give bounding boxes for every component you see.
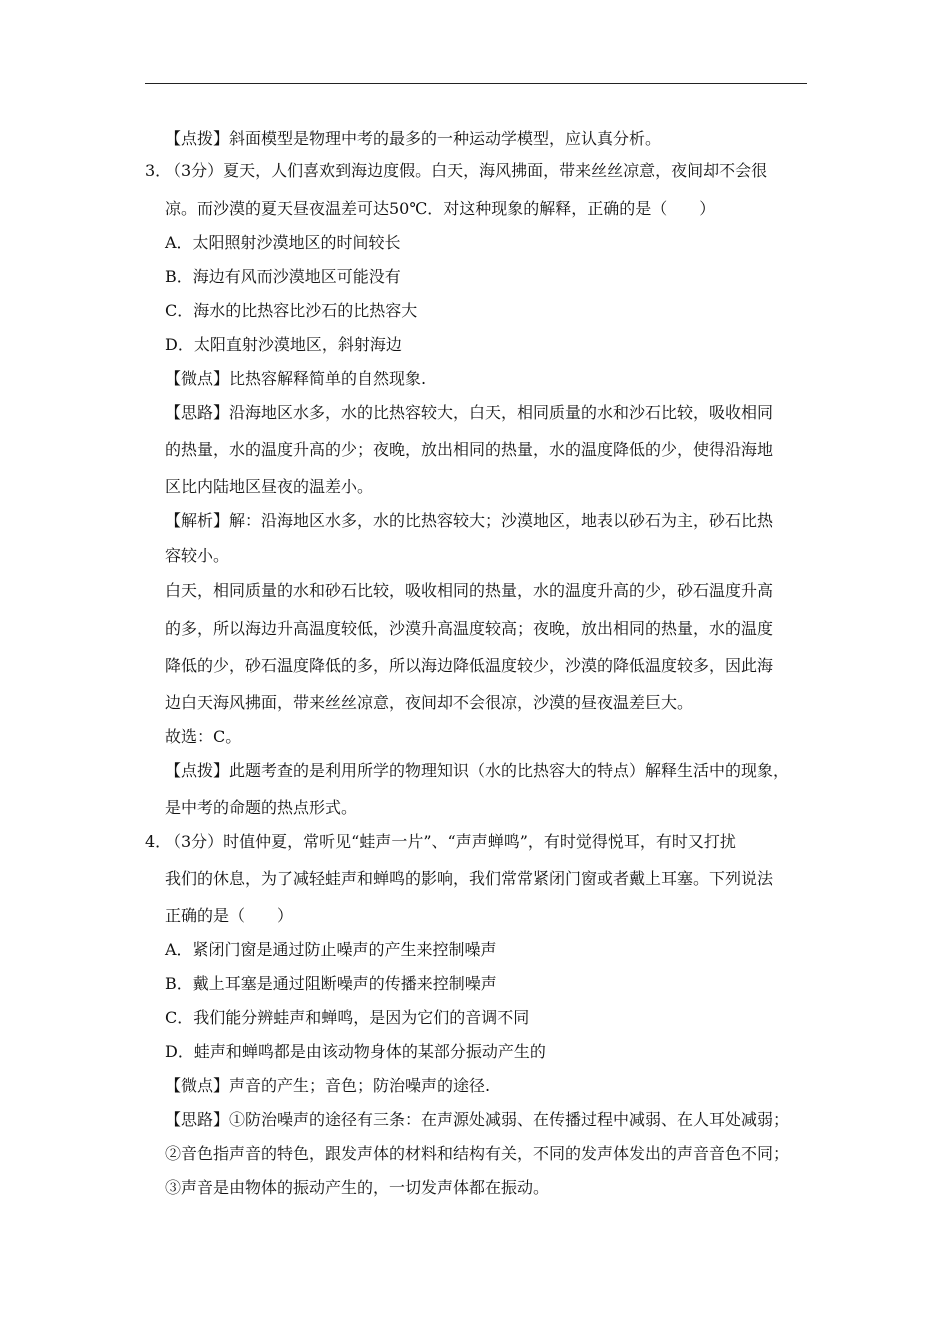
q3-answer: 故选：C。: [165, 727, 242, 746]
q3-jiexi-line: 白天，相同质量的水和砂石比较，吸收相同的热量，水的温度升高的少，砂石温度升高: [165, 581, 774, 600]
q3-option-a: A．太阳照射沙漠地区的时间较长: [165, 233, 401, 252]
q4-silu-line: ③声音是由物体的振动产生的，一切发声体都在振动。: [165, 1178, 550, 1197]
q3-option-c: C．海水的比热容比沙石的比热容大: [165, 301, 418, 320]
q3-dianbo-line: 是中考的命题的热点形式。: [165, 798, 358, 817]
q3-dianbo-line: 【点拨】此题考查的是利用所学的物理知识（水的比热容大的特点）解释生活中的现象，: [165, 761, 790, 780]
q4-option-d: D．蛙声和蝉鸣都是由该动物身体的某部分振动产生的: [165, 1042, 546, 1061]
q4-stem-line: （3分）时值仲夏，常听见“蛙声一片”、“声声蝉鸣”，有时觉得悦耳，有时又打扰: [165, 832, 736, 851]
q3-jiexi-line: 降低的少，砂石温度降低的多，所以海边降低温度较少，沙漠的降低温度较多，因此海: [165, 656, 774, 675]
q3-silu-line: 区比内陆地区昼夜的温差小。: [165, 477, 374, 496]
q3-number: 3．: [145, 161, 172, 180]
q4-option-a: A．紧闭门窗是通过防止噪声的产生来控制噪声: [165, 940, 497, 959]
q4-weidian: 【微点】声音的产生；音色；防治噪声的途径.: [165, 1076, 491, 1095]
q4-stem-line: 正确的是（ ）: [165, 906, 294, 925]
q3-stem-line: 凉。而沙漠的夏天昼夜温差可达50℃．对这种现象的解释，正确的是（ ）: [165, 199, 716, 218]
q3-option-d: D．太阳直射沙漠地区，斜射海边: [165, 335, 402, 354]
header-rule: [145, 83, 807, 84]
q4-stem-line: 我们的休息，为了减轻蛙声和蝉鸣的影响，我们常常紧闭门窗或者戴上耳塞。下列说法: [165, 869, 774, 888]
q3-jiexi-line: 【解析】解：沿海地区水多，水的比热容较大；沙漠地区，地表以砂石为主，砂石比热: [165, 511, 774, 530]
q3-jiexi-line: 的多，所以海边升高温度较低，沙漠升高温度较高；夜晚，放出相同的热量，水的温度: [165, 619, 774, 638]
q3-weidian: 【微点】比热容解释简单的自然现象.: [165, 369, 427, 388]
tip-prev: 【点拨】斜面模型是物理中考的最多的一种运动学模型，应认真分析。: [165, 129, 662, 148]
q4-silu-line: ②音色指声音的特色，跟发声体的材料和结构有关，不同的发声体发出的声音音色不同；: [165, 1144, 790, 1163]
q4-option-c: C．我们能分辨蛙声和蝉鸣，是因为它们的音调不同: [165, 1008, 530, 1027]
q3-silu-line: 的热量，水的温度升高的少；夜晚，放出相同的热量，水的温度降低的少，使得沿海地: [165, 440, 774, 459]
q3-silu-line: 【思路】沿海地区水多，水的比热容较大，白天，相同质量的水和沙石比较，吸收相同: [165, 403, 774, 422]
q3-stem-line: （3分）夏天，人们喜欢到海边度假。白天，海风拂面，带来丝丝凉意，夜间却不会很: [165, 161, 768, 180]
q3-jiexi-line: 容较小。: [165, 546, 230, 565]
q4-number: 4．: [145, 832, 172, 851]
q4-silu-line: 【思路】①防治噪声的途径有三条：在声源处减弱、在传播过程中减弱、在人耳处减弱；: [165, 1110, 790, 1129]
q3-jiexi-line: 边白天海风拂面，带来丝丝凉意，夜间却不会很凉，沙漠的昼夜温差巨大。: [165, 693, 694, 712]
q4-option-b: B．戴上耳塞是通过阻断噪声的传播来控制噪声: [165, 974, 497, 993]
q3-option-b: B．海边有风而沙漠地区可能没有: [165, 267, 401, 286]
